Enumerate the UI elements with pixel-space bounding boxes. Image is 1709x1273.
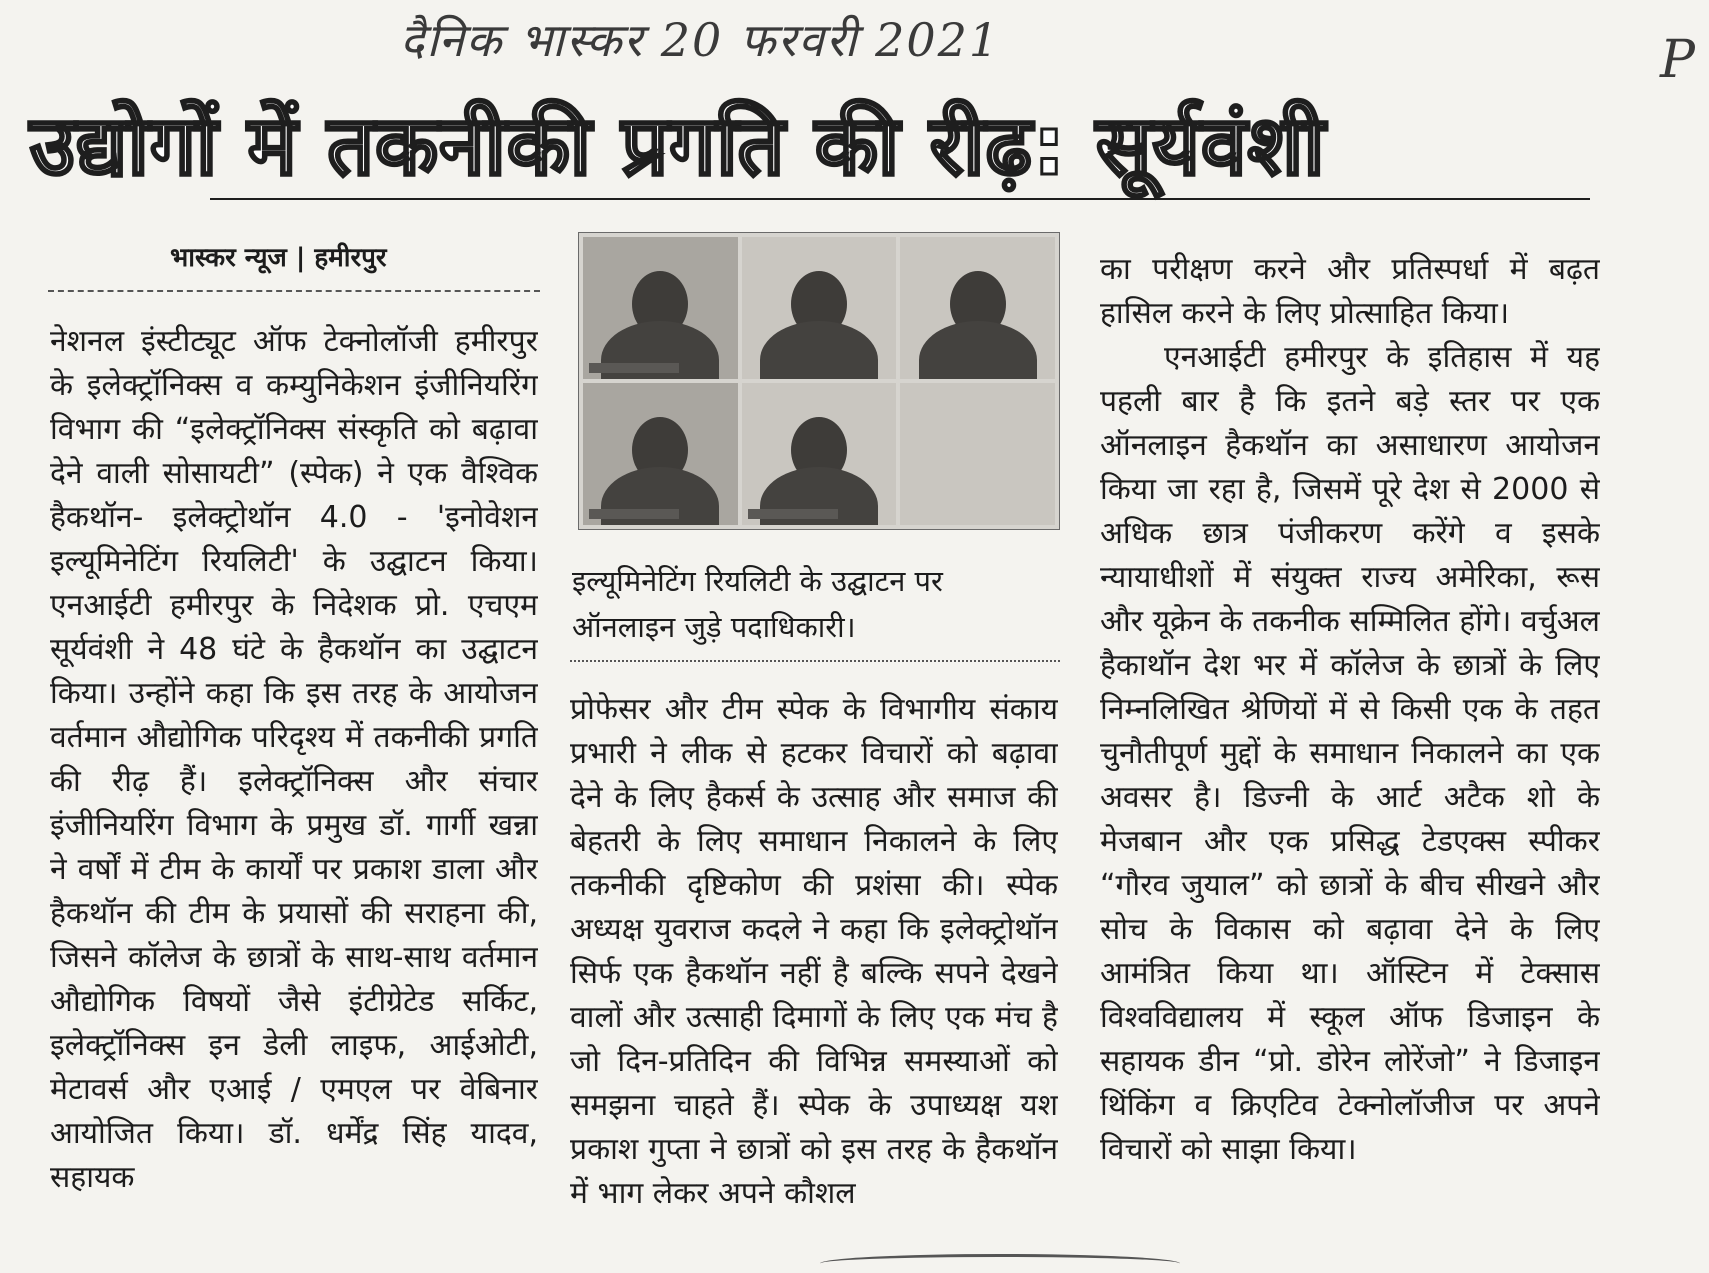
headline-rule — [210, 198, 1590, 200]
column3-paragraph-2: एनआईटी हमीरपुर के इतिहास में यह पहली बार है कि इतने बड़े स्तर पर एक ऑनलाइन हैकथॉन का असाधारण आयोजन किया जा रहा है, जिसमें पूरे देश से 2000 से अधिक छात्र पंजीकरण करेंगे व इसके न्यायाधीशों में संयुक्त राज्य अमेरिका, रूस और यूक्रेन के तकनीक सम्मिलित होंगे। वर्चुअल हैकाथॉन देश भर में कॉलेज के छात्रों के लिए निम्नलिखित श्रेणियों में से किसी एक के तहत चुनौतीपूर्ण मुद्दों के समाधान निकालने का एक अवसर है। डिज्नी के आर्ट अटैक शो के मेजबान और एक प्रसिद्ध टेडएक्स स्पीकर “गौरव जुयाल” को छात्रों के बीच सीखने और सोच के विकास को बढ़ावा देने के लिए आमंत्रित किया था। ऑस्टिन में टेक्सास विश्वविद्यालय में स्कूल ऑफ डिजाइन के सहायक डीन “प्रो. डोरेन लोरेंजो” ने डिजाइन थिंकिंग व क्रिएटिव टेक्नोलॉजीज पर अपने विचारों को साझा किया। — [1100, 340, 1600, 1167]
participant-tile — [742, 237, 897, 379]
article-column-2: प्रोफेसर और टीम स्पेक के विभागीय संकाय प्रभारी ने लीक से हटकर विचारों को बढ़ावा देने के लिए हैकर्स के उत्साह और समाज की बेहतरी के लिए समाधान निकालने के लिए तकनीकी दृष्टिकोण की प्रशंसा की। स्पेक अध्यक्ष युवराज कदले ने कहा कि इलेक्ट्रोथॉन सिर्फ एक हैकथॉन नहीं है बल्कि सपने देखने वालों और उत्साही दिमागों के लिए एक मंच है जो दिन-प्रतिदिन की विभिन्न समस्याओं को समझना चाहते हैं। स्पेक के उपाध्यक्ष यश प्रकाश गुप्ता ने छात्रों को इस तरह के हैकथॉन में भाग लेकर अपने कौशल — [570, 692, 1058, 1211]
participant-tile — [583, 383, 738, 525]
article-column-1: नेशनल इंस्टीट्यूट ऑफ टेक्नोलॉजी हमीरपुर के इलेक्ट्रॉनिक्स व कम्युनिकेशन इंजीनियरिंग विभाग की “इलेक्ट्रॉनिक्स संस्कृति को बढ़ावा देने वाली सोसायटी” (स्पेक) ने एक वैश्विक हैकथॉन- इलेक्ट्रोथॉन 4.0 - 'इनोवेशन इल्यूमिनेटिंग रियलिटी' के उद्घाटन किया। एनआईटी हमीरपुर के निदेशक प्रो. एचएम सूर्यवंशी ने 48 घंटे के हैकथॉन का उद्घाटन किया। उन्होंने कहा कि इस तरह के आयोजन वर्तमान औद्योगिक परिदृश्य में तकनीकी प्रगति की रीढ़ हैं। इलेक्ट्रॉनिक्स और संचार इंजीनियरिंग विभाग के प्रमुख डॉ. गार्गी खन्ना ने वर्षों में टीम के कार्यों पर प्रकाश डाला और हैकथॉन की टीम के प्रयासों की सराहना की, जिसने कॉलेज के छात्रों के साथ-साथ वर्तमान औद्योगिक विषयों जैसे इंटीग्रेटेड सर्किट, इलेक्ट्रॉनिक्स इन डेली लाइफ, आईओटी, मेटावर्स और एआई / एमएल पर वेबिनार आयोजित किया। डॉ. धर्मेंद्र सिंह यादव, सहायक — [50, 324, 538, 1195]
participant-tile — [900, 383, 1055, 525]
video-conference-photo — [578, 232, 1060, 530]
page-mark: P — [1660, 30, 1695, 90]
caption-divider — [570, 660, 1060, 662]
article-column-3 — [1100, 248, 1600, 1238]
bottom-scrawl — [820, 1254, 1180, 1273]
participant-tile — [583, 237, 738, 379]
photo-caption: इल्यूमिनेटिंग रियलिटी के उद्घाटन पर ऑनलाइन जुड़े पदाधिकारी। — [572, 564, 943, 644]
headline: उद्योगों में तकनीकी प्रगति की रीढ़: सूर्यवंशी — [30, 99, 1326, 194]
participant-tile — [742, 383, 897, 525]
handwritten-source-note: दैनिक भास्कर 20 फरवरी 2021 — [400, 13, 1001, 67]
column3-paragraph-1: का परीक्षण करने और प्रतिस्पर्धा में बढ़त हासिल करने के लिए प्रोत्साहित किया। — [1100, 252, 1600, 331]
byline: भास्कर न्यूज | हमीरपुर — [170, 243, 387, 273]
byline-divider — [48, 290, 540, 292]
participant-tile — [900, 237, 1055, 379]
